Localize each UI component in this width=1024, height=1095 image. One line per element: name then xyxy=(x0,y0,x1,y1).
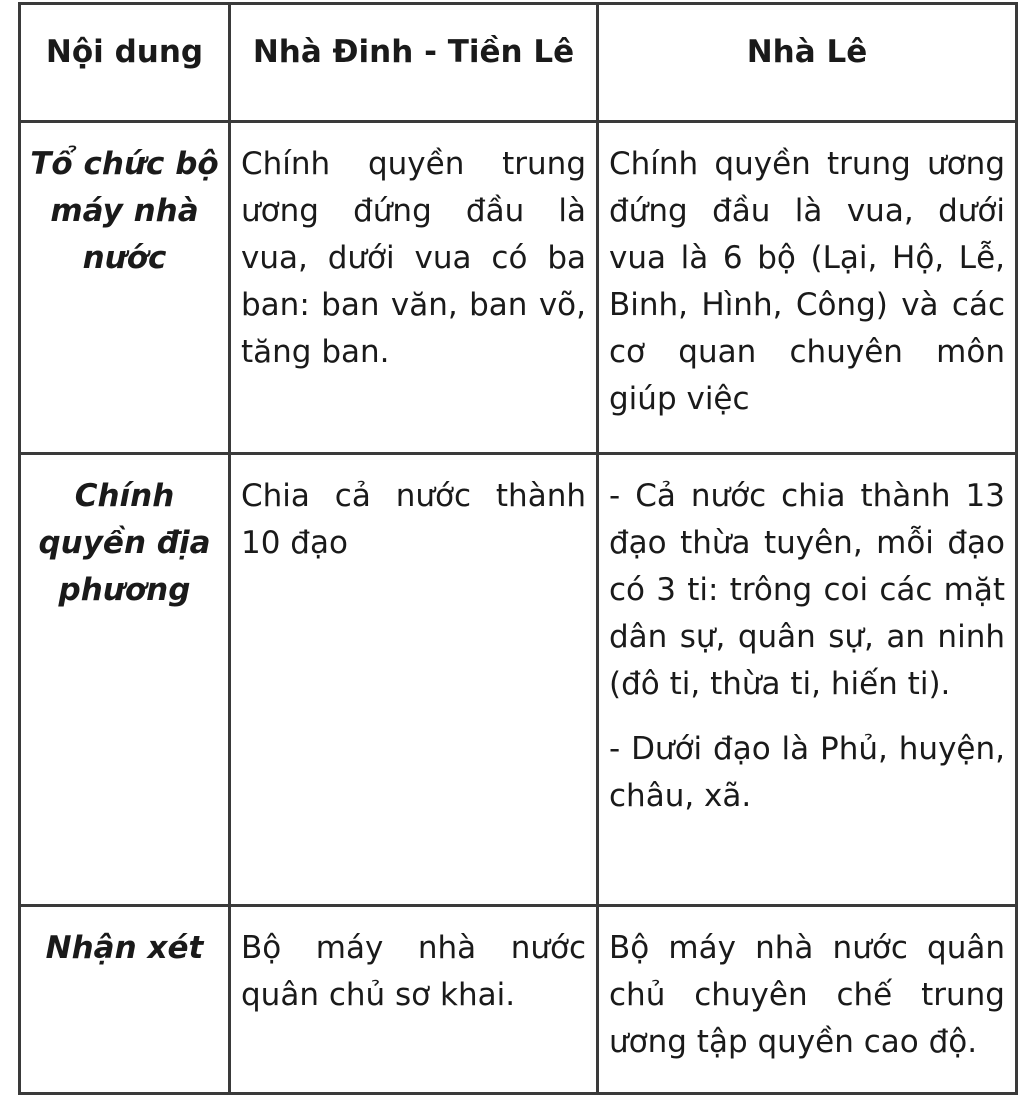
cell-paragraph: Chính quyền trung ương đứng đầu là vua, dưới vua là 6 bộ (Lại, Hộ, Lễ, Binh, Hình, Công) và các cơ quan chuyên môn giúp việc xyxy=(609,146,1005,417)
cell-paragraph: - Cả nước chia thành 13 đạo thừa tuyên, mỗi đạo có 3 ti: trông coi các mặt dân sự, quân sự, an ninh (đô ti, thừa ti, hiến ti). xyxy=(609,478,1005,702)
row-label-state-apparatus: Tổ chức bộ máy nhà nước xyxy=(20,122,230,454)
row-label-remarks: Nhận xét xyxy=(20,906,230,1094)
header-row xyxy=(20,4,1017,122)
cell-nha-le-local-government xyxy=(598,454,1017,906)
cell-nha-le-remarks xyxy=(598,906,1017,1094)
cell-dinh-tien-le-state-apparatus xyxy=(230,122,598,454)
header-dinh-tien-le: Nhà Đinh - Tiền Lê xyxy=(230,4,598,122)
row-label-local-government: Chính quyền địa phương xyxy=(20,454,230,906)
cell-nha-le-state-apparatus xyxy=(598,122,1017,454)
cell-paragraph: Chính quyền trung ương đứng đầu là vua, dưới vua có ba ban: ban văn, ban võ, tăng ban. xyxy=(241,146,586,370)
cell-paragraph: Bộ máy nhà nước quân chủ chuyên chế trung ương tập quyền cao độ. xyxy=(609,930,1005,1060)
header-nha-le: Nhà Lê xyxy=(598,4,1017,122)
header-content: Nội dung xyxy=(20,4,230,122)
table-row xyxy=(20,906,1017,1094)
cell-paragraph: - Dưới đạo là Phủ, huyện, châu, xã. xyxy=(609,731,1005,814)
cell-paragraph: Chia cả nước thành 10 đạo xyxy=(241,478,586,561)
cell-dinh-tien-le-local-government xyxy=(230,454,598,906)
comparison-table xyxy=(18,2,1018,1095)
table-row xyxy=(20,122,1017,454)
cell-paragraph: Bộ máy nhà nước quân chủ sơ khai. xyxy=(241,930,586,1013)
cell-dinh-tien-le-remarks xyxy=(230,906,598,1094)
table-row xyxy=(20,454,1017,906)
